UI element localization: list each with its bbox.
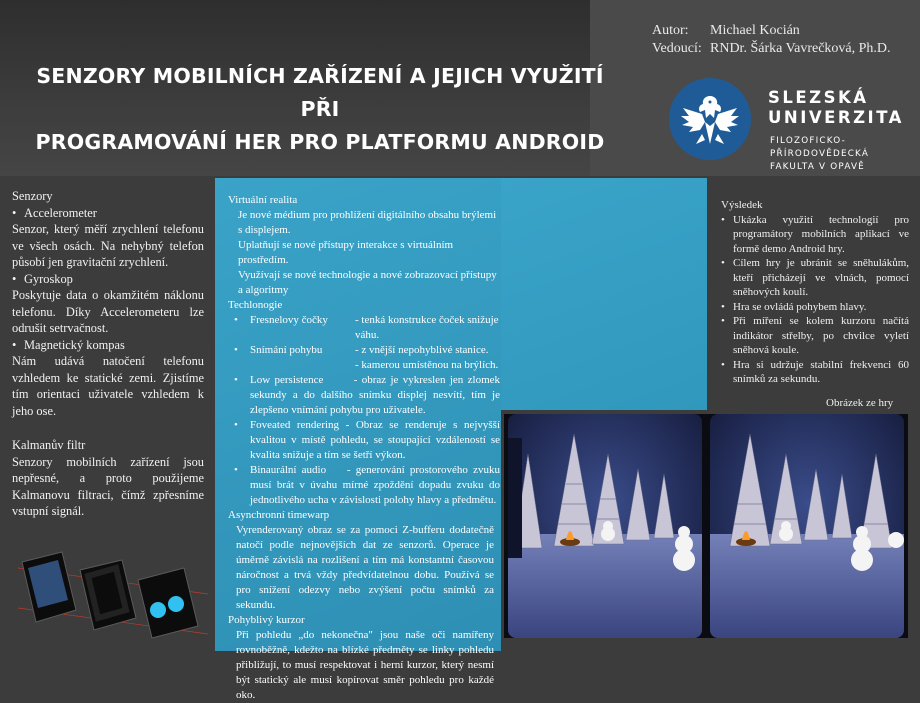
vr-paragraph-1: Je nové médium pro prohlížení digitálního obsahu brýlemi s displejem. xyxy=(238,209,497,236)
vr-panel-extension xyxy=(501,178,707,410)
result-column xyxy=(709,178,920,410)
bullet-icon: • xyxy=(721,257,725,269)
timewarp-heading: Asynchronní timewarp xyxy=(228,509,330,521)
fresnel-label: Fresnelovy čočky xyxy=(250,314,328,326)
result-item-4: Při míření se kolem kurzoru načítá indikátor střelby, po chvilce vyletí sněhová koule. xyxy=(733,315,909,356)
bullet-icon: • xyxy=(234,419,238,431)
supervisor-name: RNDr. Šárka Vavrečková, Ph.D. xyxy=(710,41,891,56)
technology-heading: Techlonogie xyxy=(228,299,283,311)
eagle-emblem-icon xyxy=(669,78,751,160)
list-item xyxy=(228,358,500,373)
left-eye-view xyxy=(508,414,702,638)
cursor-heading: Pohyblivý kurzor xyxy=(228,614,305,626)
list-item: • Snímání pohybu - z vnější nepohyblivé stanice. xyxy=(228,343,500,358)
bullet-icon: • xyxy=(721,358,725,371)
tracking-text-2: - kamerou umístěnou na brýlích. xyxy=(355,359,499,371)
fresnel-text: - tenká konstrukce čoček snižuje váhu. xyxy=(355,314,499,341)
faculty-line-3: FAKULTA V OPAVĚ xyxy=(770,162,865,172)
title-line-1: SENZORY MOBILNÍCH ZAŘÍZENÍ A JEJICH VYUŽITÍ PŘI xyxy=(36,64,604,121)
title-line-2: PROGRAMOVÁNÍ HER PRO PLATFORMU ANDROID xyxy=(35,130,605,154)
list-item xyxy=(228,373,500,418)
low-persistence-label: Low persistence xyxy=(250,374,324,386)
result-item-5: Hra si udržuje stabilní frekvenci 60 snímků za sekundu. xyxy=(733,358,909,385)
vr-paragraph-3: Využívají se nové technologie a nové zobrazovací přístupy a algoritmy xyxy=(238,269,497,296)
list-item xyxy=(12,205,204,222)
result-heading: Výsledek xyxy=(721,199,763,211)
gyroscope-title: Gyroskop xyxy=(24,271,73,286)
bullet-icon: • xyxy=(12,337,17,352)
cursor-text: Při pohledu „do nekonečna" jsou naše oči namířeny rovnoběžně, kdežto na blízké předměty se linky pohledu přibližují, to musí respektovat i herní kurzor, který nesmí být statický ale musí kopírovat směr pohledu pro každé oko. xyxy=(236,629,494,701)
university-name xyxy=(768,88,904,128)
right-eye-view xyxy=(710,414,904,638)
timewarp-text: Vyrenderovaný obraz se za pomoci Z-bufferu dodatečně natočí podle nejnovějších dat ze senzorů. Operace je úměrně závislá na rozlišení a tím má konstantní časovou náročnost a trvá vždy předvídatelnou dobu. Používá se pro snížení odezvy nebo zvýšení počtu snímků za sekundu. xyxy=(236,524,494,611)
low-persistence-text: - obraz je vykreslen jen zlomek sekundy a do dalšího snímku displej nesvítí, tím je zlepšeno vnímání pohybu pro uživatele. xyxy=(250,374,501,416)
foveated-label: Foveated rendering xyxy=(250,419,340,431)
bullet-icon: • xyxy=(12,205,17,220)
tracking-label: Snímání pohybu xyxy=(250,344,323,356)
university-line-1: SLEZSKÁ xyxy=(768,88,869,107)
bullet-icon: • xyxy=(721,213,725,226)
poster-title xyxy=(20,60,620,159)
compass-title: Magnetický kompas xyxy=(24,337,125,352)
accelerometer-title: Accelerometer xyxy=(24,205,97,220)
list-item xyxy=(721,358,909,387)
author-label: Autor: xyxy=(652,23,689,38)
list-item xyxy=(721,314,909,358)
list-item xyxy=(721,213,909,257)
kalman-heading: Kalmanův filtr xyxy=(12,438,86,452)
sensors-heading: Senzory xyxy=(12,189,53,203)
list-item xyxy=(721,300,909,315)
university-line-2: UNIVERZITA xyxy=(768,108,904,127)
result-item-2: Cílem hry je ubránit se sněhulákům, kteří přicházejí ve vlnách, pomocí sněhových koulí. xyxy=(733,257,909,298)
faculty-line-1: FILOZOFICKO- xyxy=(770,136,846,146)
list-item xyxy=(721,256,909,300)
list-item xyxy=(12,271,204,288)
result-item-1: Ukázka využití technologií pro programátory mobilních aplikací ve formě demo Android hry. xyxy=(733,213,909,255)
binaural-label: Binaurální audio xyxy=(250,464,327,476)
faculty-name xyxy=(770,135,869,174)
vr-technology-column xyxy=(215,178,501,701)
bullet-icon: • xyxy=(12,271,17,286)
author-info xyxy=(652,22,891,58)
list-item xyxy=(228,463,500,508)
list-item: • Fresnelovy čočky - tenká konstrukce čoček snižuje váhu. xyxy=(228,313,500,343)
compass-text: Nám udává natočení telefonu vzhledem ke statické zemi. Zjistíme tím orientaci uživatele vzhledem k jeho ose. xyxy=(12,354,204,418)
foveated-text: - Obraz se renderuje s nejvyšší kvalitou v místě pohledu, se stoupající vzdáleností se kvalita snižuje a tím se šetří výkon. xyxy=(250,419,501,461)
supervisor-label: Vedoucí: xyxy=(652,41,702,56)
vr-paragraph-2: Uplatňují se nové přístupy interakce s virtuálním prostředím. xyxy=(238,239,454,266)
faculty-line-2: PŘÍRODOVĚDECKÁ xyxy=(770,149,870,159)
kalman-text: Senzory mobilních zařízení jsou nepřesné, a proto použijeme Kalmanovu filtraci, čímž zpřesníme vstupní signál. xyxy=(12,454,204,518)
author-name: Michael Kocián xyxy=(710,23,800,38)
list-item xyxy=(12,337,204,354)
bullet-icon: • xyxy=(234,464,238,476)
binaural-text: - generování prostorového zvuku musí brát v úvahu mírné zpoždění dopadu zvuku do jednotlivého ucha v závislosti polohy hlavy a předmětu. xyxy=(250,464,500,506)
result-item-3: Hra se ovládá pohybem hlavy. xyxy=(733,300,867,313)
game-screenshot xyxy=(504,414,908,638)
vr-heading: Virtuální realita xyxy=(228,194,298,206)
bullet-icon: • xyxy=(234,374,238,386)
bullet-icon: • xyxy=(721,300,725,313)
game-image-caption: Obrázek ze hry xyxy=(826,397,894,409)
list-item xyxy=(228,418,500,463)
vr-glasses-illustration xyxy=(18,548,208,643)
accelerometer-text: Senzor, který měří zrychlení telefonu ve všech osách. Na nehybný telefon působí jen gravitační zrychlení. xyxy=(12,222,204,269)
bullet-icon: • xyxy=(721,315,725,327)
gyroscope-text: Poskytuje data o okamžitém náklonu telefonu. Díky Accelerometeru lze odrušit setrvačnost. xyxy=(12,288,204,335)
tracking-text-1: - z vnější nepohyblivé stanice. xyxy=(355,344,489,356)
